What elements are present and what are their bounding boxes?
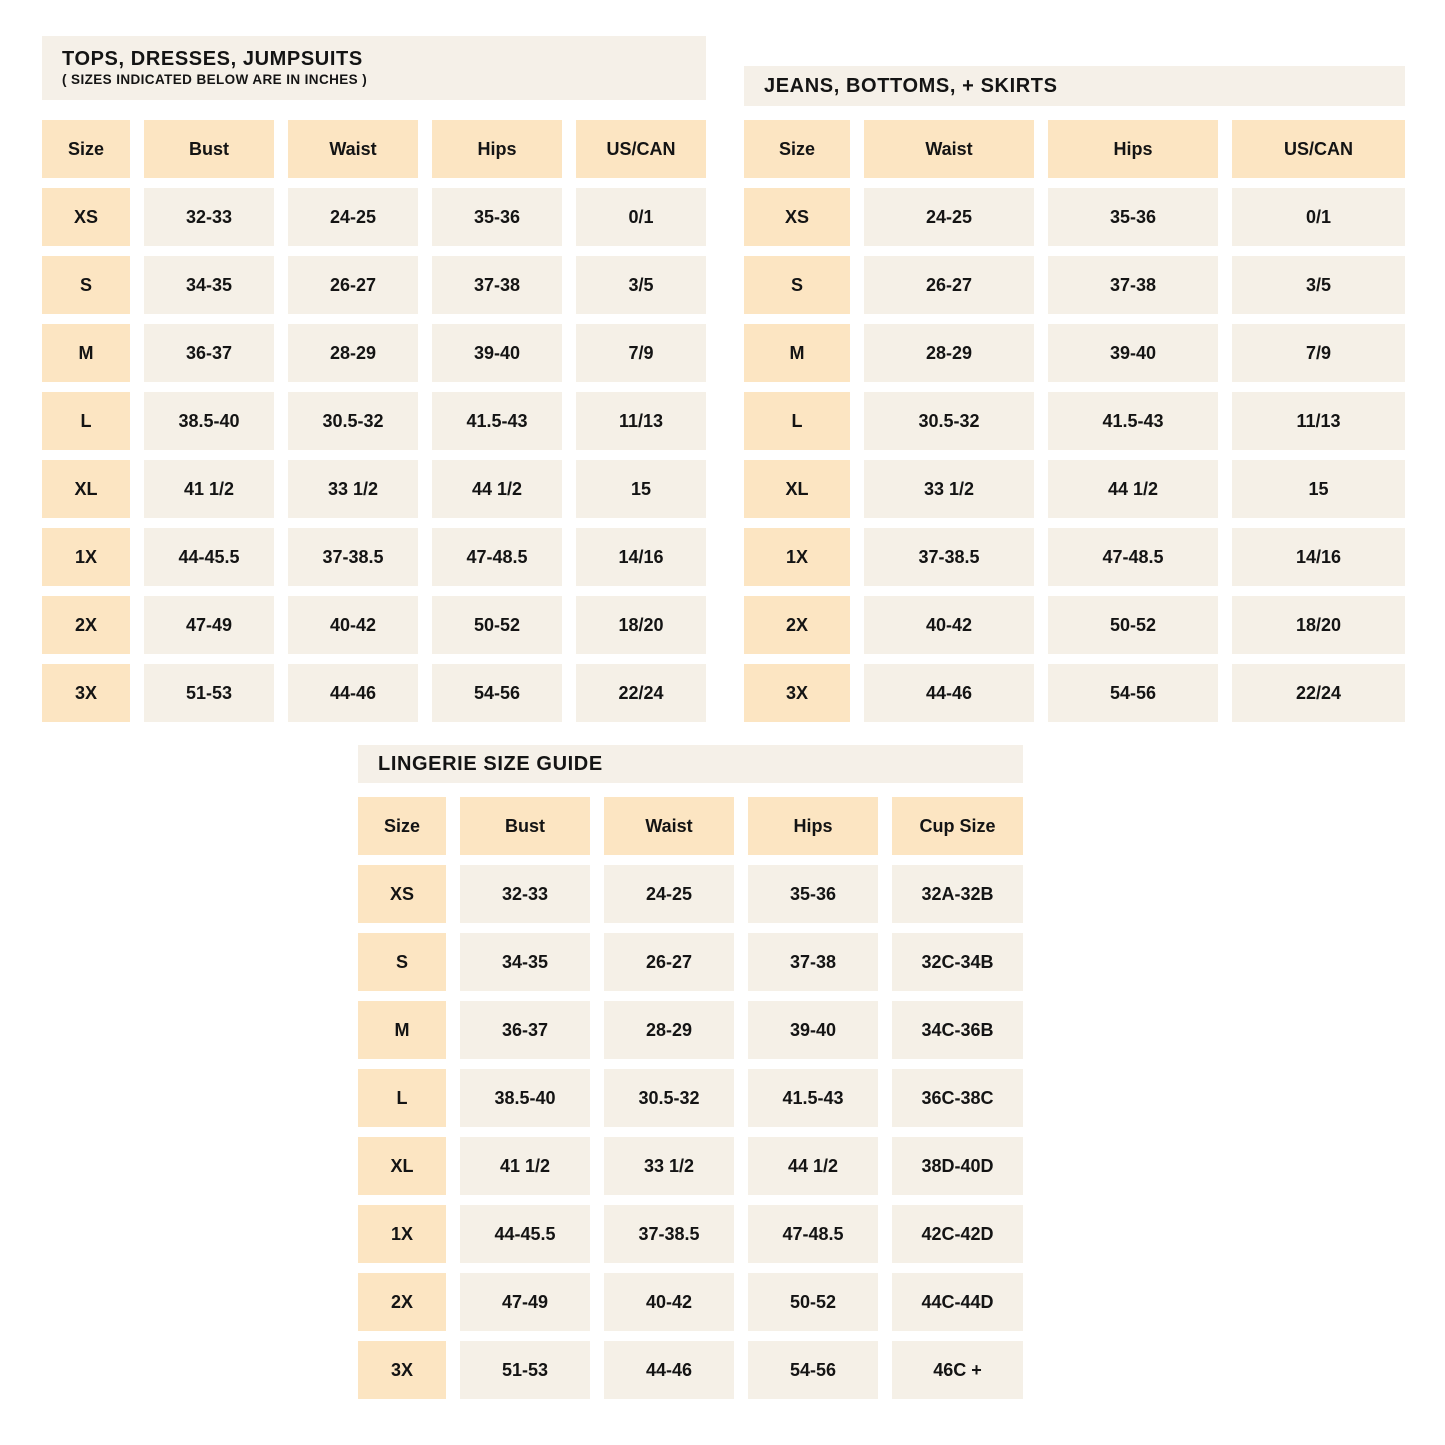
tops-table-grid (42, 120, 706, 722)
size-label-cell: M (358, 1001, 446, 1059)
measurement-value-cell: 37-38.5 (604, 1205, 734, 1263)
size-label-cell: 1X (42, 528, 130, 586)
size-label-cell: 2X (744, 596, 850, 654)
measurement-value-cell: 3/5 (576, 256, 706, 314)
measurement-value-cell: 51-53 (460, 1341, 590, 1399)
measurement-value-cell: 38.5-40 (460, 1069, 590, 1127)
column-header-cell: Hips (432, 120, 562, 178)
measurement-value-cell: 28-29 (604, 1001, 734, 1059)
measurement-value-cell: 26-27 (288, 256, 418, 314)
measurement-value-cell: 7/9 (1232, 324, 1405, 382)
measurement-value-cell: 40-42 (864, 596, 1034, 654)
jeans-bottoms-skirts-table (744, 66, 1405, 722)
column-header-cell: US/CAN (576, 120, 706, 178)
column-header-cell: Size (744, 120, 850, 178)
measurement-value-cell: 40-42 (288, 596, 418, 654)
size-label-cell: L (358, 1069, 446, 1127)
size-label-cell: XS (358, 865, 446, 923)
size-label-cell: S (358, 933, 446, 991)
tops-table-title: TOPS, DRESSES, JUMPSUITS (62, 48, 363, 70)
column-header-cell: Hips (748, 797, 878, 855)
column-header-cell: Bust (460, 797, 590, 855)
measurement-value-cell: 51-53 (144, 664, 274, 722)
measurement-value-cell: 37-38.5 (288, 528, 418, 586)
measurement-value-cell: 38D-40D (892, 1137, 1023, 1195)
jeans-table-title-banner (744, 66, 1405, 106)
measurement-value-cell: 54-56 (432, 664, 562, 722)
measurement-value-cell: 44 1/2 (748, 1137, 878, 1195)
lingerie-table-title-banner (358, 745, 1023, 783)
measurement-value-cell: 44-46 (288, 664, 418, 722)
measurement-value-cell: 39-40 (432, 324, 562, 382)
measurement-value-cell: 37-38 (1048, 256, 1218, 314)
measurement-value-cell: 24-25 (864, 188, 1034, 246)
measurement-value-cell: 32-33 (144, 188, 274, 246)
measurement-value-cell: 44-46 (604, 1341, 734, 1399)
measurement-value-cell: 33 1/2 (864, 460, 1034, 518)
measurement-value-cell: 47-48.5 (1048, 528, 1218, 586)
measurement-value-cell: 30.5-32 (288, 392, 418, 450)
measurement-value-cell: 44 1/2 (1048, 460, 1218, 518)
size-label-cell: L (744, 392, 850, 450)
measurement-value-cell: 35-36 (1048, 188, 1218, 246)
measurement-value-cell: 44-45.5 (460, 1205, 590, 1263)
measurement-value-cell: 32C-34B (892, 933, 1023, 991)
size-label-cell: 1X (358, 1205, 446, 1263)
column-header-cell: Hips (1048, 120, 1218, 178)
size-label-cell: 2X (42, 596, 130, 654)
size-label-cell: 3X (42, 664, 130, 722)
measurement-value-cell: 7/9 (576, 324, 706, 382)
measurement-value-cell: 32-33 (460, 865, 590, 923)
measurement-value-cell: 15 (1232, 460, 1405, 518)
measurement-value-cell: 54-56 (1048, 664, 1218, 722)
measurement-value-cell: 44 1/2 (432, 460, 562, 518)
measurement-value-cell: 40-42 (604, 1273, 734, 1331)
tops-table-subtitle: ( SIZES INDICATED BELOW ARE IN INCHES ) (62, 72, 368, 87)
measurement-value-cell: 11/13 (576, 392, 706, 450)
measurement-value-cell: 37-38 (432, 256, 562, 314)
measurement-value-cell: 36C-38C (892, 1069, 1023, 1127)
measurement-value-cell: 41 1/2 (460, 1137, 590, 1195)
size-label-cell: M (744, 324, 850, 382)
column-header-cell: Waist (864, 120, 1034, 178)
size-label-cell: L (42, 392, 130, 450)
measurement-value-cell: 50-52 (748, 1273, 878, 1331)
measurement-value-cell: 0/1 (576, 188, 706, 246)
column-header-cell: Size (358, 797, 446, 855)
jeans-table-grid (744, 120, 1405, 722)
measurement-value-cell: 41.5-43 (432, 392, 562, 450)
measurement-value-cell: 33 1/2 (604, 1137, 734, 1195)
measurement-value-cell: 3/5 (1232, 256, 1405, 314)
size-label-cell: XS (42, 188, 130, 246)
column-header-cell: Size (42, 120, 130, 178)
measurement-value-cell: 15 (576, 460, 706, 518)
size-label-cell: XS (744, 188, 850, 246)
measurement-value-cell: 39-40 (1048, 324, 1218, 382)
measurement-value-cell: 36-37 (460, 1001, 590, 1059)
tops-dresses-jumpsuits-table (42, 36, 706, 722)
size-label-cell: 2X (358, 1273, 446, 1331)
measurement-value-cell: 35-36 (432, 188, 562, 246)
measurement-value-cell: 54-56 (748, 1341, 878, 1399)
measurement-value-cell: 35-36 (748, 865, 878, 923)
size-label-cell: 3X (358, 1341, 446, 1399)
measurement-value-cell: 41.5-43 (748, 1069, 878, 1127)
tops-table-title-banner (42, 36, 706, 100)
measurement-value-cell: 11/13 (1232, 392, 1405, 450)
measurement-value-cell: 50-52 (432, 596, 562, 654)
measurement-value-cell: 34-35 (460, 933, 590, 991)
measurement-value-cell: 47-48.5 (432, 528, 562, 586)
size-label-cell: S (744, 256, 850, 314)
measurement-value-cell: 28-29 (288, 324, 418, 382)
measurement-value-cell: 22/24 (576, 664, 706, 722)
measurement-value-cell: 36-37 (144, 324, 274, 382)
measurement-value-cell: 18/20 (1232, 596, 1405, 654)
column-header-cell: US/CAN (1232, 120, 1405, 178)
measurement-value-cell: 18/20 (576, 596, 706, 654)
size-label-cell: S (42, 256, 130, 314)
measurement-value-cell: 14/16 (1232, 528, 1405, 586)
size-label-cell: 3X (744, 664, 850, 722)
measurement-value-cell: 39-40 (748, 1001, 878, 1059)
measurement-value-cell: 37-38 (748, 933, 878, 991)
measurement-value-cell: 44-45.5 (144, 528, 274, 586)
column-header-cell: Cup Size (892, 797, 1023, 855)
measurement-value-cell: 41.5-43 (1048, 392, 1218, 450)
measurement-value-cell: 37-38.5 (864, 528, 1034, 586)
size-label-cell: M (42, 324, 130, 382)
measurement-value-cell: 42C-42D (892, 1205, 1023, 1263)
measurement-value-cell: 46C + (892, 1341, 1023, 1399)
jeans-table-title: JEANS, BOTTOMS, + SKIRTS (764, 74, 1058, 97)
measurement-value-cell: 44C-44D (892, 1273, 1023, 1331)
measurement-value-cell: 41 1/2 (144, 460, 274, 518)
measurement-value-cell: 47-49 (460, 1273, 590, 1331)
column-header-cell: Waist (604, 797, 734, 855)
measurement-value-cell: 50-52 (1048, 596, 1218, 654)
size-label-cell: XL (42, 460, 130, 518)
measurement-value-cell: 47-48.5 (748, 1205, 878, 1263)
measurement-value-cell: 24-25 (604, 865, 734, 923)
lingerie-table-grid (358, 797, 1023, 1399)
lingerie-table-title: LINGERIE SIZE GUIDE (378, 752, 603, 775)
measurement-value-cell: 28-29 (864, 324, 1034, 382)
measurement-value-cell: 14/16 (576, 528, 706, 586)
measurement-value-cell: 44-46 (864, 664, 1034, 722)
size-label-cell: 1X (744, 528, 850, 586)
measurement-value-cell: 0/1 (1232, 188, 1405, 246)
measurement-value-cell: 38.5-40 (144, 392, 274, 450)
size-label-cell: XL (358, 1137, 446, 1195)
measurement-value-cell: 34-35 (144, 256, 274, 314)
measurement-value-cell: 30.5-32 (864, 392, 1034, 450)
measurement-value-cell: 32A-32B (892, 865, 1023, 923)
column-header-cell: Waist (288, 120, 418, 178)
measurement-value-cell: 24-25 (288, 188, 418, 246)
measurement-value-cell: 34C-36B (892, 1001, 1023, 1059)
measurement-value-cell: 26-27 (604, 933, 734, 991)
measurement-value-cell: 30.5-32 (604, 1069, 734, 1127)
measurement-value-cell: 22/24 (1232, 664, 1405, 722)
lingerie-size-guide-table (358, 745, 1023, 1399)
size-label-cell: XL (744, 460, 850, 518)
measurement-value-cell: 47-49 (144, 596, 274, 654)
measurement-value-cell: 33 1/2 (288, 460, 418, 518)
column-header-cell: Bust (144, 120, 274, 178)
measurement-value-cell: 26-27 (864, 256, 1034, 314)
